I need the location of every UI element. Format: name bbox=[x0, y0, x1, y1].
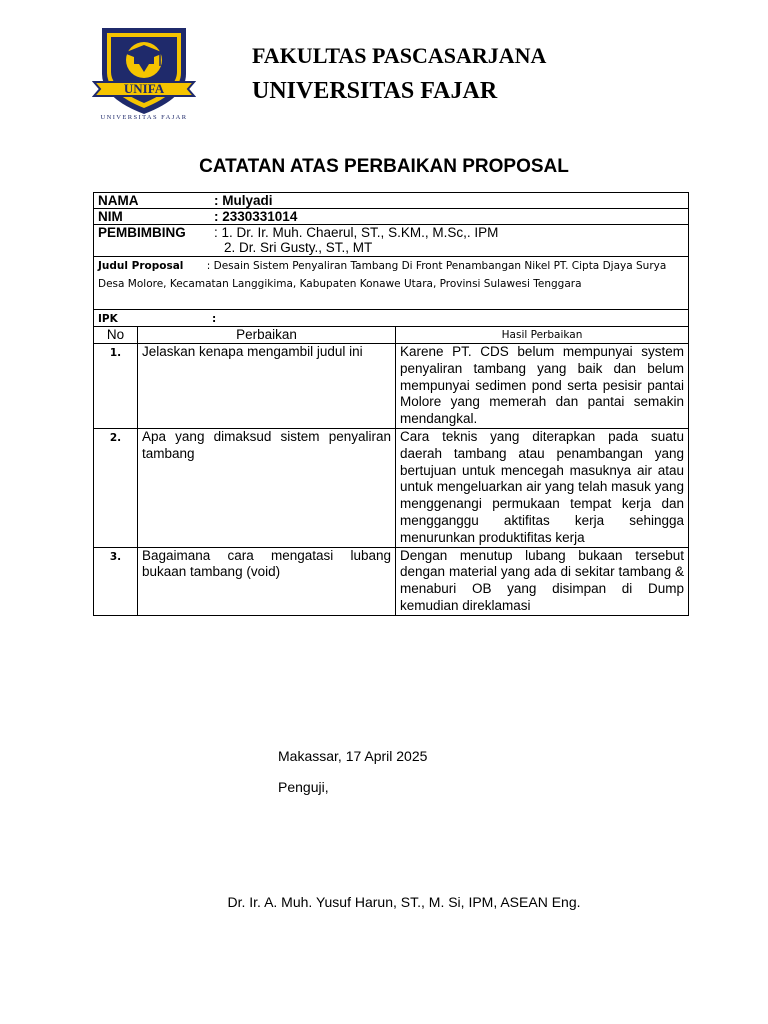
judul-label: Judul Proposal bbox=[98, 260, 184, 272]
row-hasil: Karene PT. CDS belum mempunyai system penyaliran tambang yang baik dan belum mempunyai sedimen pond serta pesisir pantai Molore yang memerah dan pantai semakin mendangkal. bbox=[396, 344, 689, 429]
university-name: UNIVERSITAS FAJAR bbox=[252, 78, 498, 104]
nim-label: NIM bbox=[98, 209, 123, 224]
header-no: No bbox=[94, 327, 138, 344]
nama-label: NAMA bbox=[98, 193, 139, 208]
table-header-row bbox=[94, 327, 689, 344]
row-number: 3. bbox=[94, 547, 138, 615]
row-perbaikan: Apa yang dimaksud sistem penyaliran tambang bbox=[138, 428, 396, 547]
judul-value: : Desain Sistem Penyaliran Tambang Di Front Penambangan Nikel PT. Cipta Djaya Surya Desa Molore, Kecamatan Langgikima, Kabupaten Konawe Utara, Provinsi Sulawesi Tenggara bbox=[98, 260, 667, 290]
pembimbing-1: : 1. Dr. Ir. Muh. Chaerul, ST., S.KM., M.Sc,. IPM bbox=[214, 225, 499, 240]
table-row bbox=[94, 428, 689, 547]
faculty-name: FAKULTAS PASCASARJANA bbox=[252, 43, 547, 68]
pembimbing-label: PEMBIMBING bbox=[98, 225, 186, 240]
place-date: Makassar, 17 April 2025 bbox=[278, 748, 428, 764]
table-row bbox=[94, 344, 689, 429]
ipk-value: : bbox=[212, 313, 217, 325]
logo-text: UNIFA bbox=[123, 81, 165, 96]
ipk-row bbox=[94, 310, 689, 327]
pembimbing-row bbox=[94, 225, 689, 257]
proposal-revision-table bbox=[93, 192, 689, 616]
document-title: CATATAN ATAS PERBAIKAN PROPOSAL bbox=[199, 156, 569, 177]
nama-value: : Mulyadi bbox=[214, 193, 273, 208]
logo-caption: UNIVERSITAS FAJAR bbox=[100, 114, 188, 121]
judul-row bbox=[94, 257, 689, 310]
examiner-role: Penguji, bbox=[278, 779, 329, 795]
nim-row bbox=[94, 209, 689, 225]
header-perbaikan: Perbaikan bbox=[138, 327, 396, 344]
examiner-name: Dr. Ir. A. Muh. Yusuf Harun, ST., M. Si, IPM, ASEAN Eng. bbox=[227, 894, 581, 910]
row-perbaikan: Bagaimana cara mengatasi lubang bukaan tambang (void) bbox=[138, 547, 396, 615]
table-row bbox=[94, 547, 689, 615]
university-logo bbox=[92, 26, 196, 126]
row-number: 2. bbox=[94, 428, 138, 547]
pembimbing-2: 2. Dr. Sri Gusty., ST., MT bbox=[224, 240, 373, 255]
nim-value: : 2330331014 bbox=[214, 209, 298, 224]
row-perbaikan: Jelaskan kenapa mengambil judul ini bbox=[138, 344, 396, 429]
nama-row bbox=[94, 193, 689, 209]
row-number: 1. bbox=[94, 344, 138, 429]
row-hasil: Cara teknis yang diterapkan pada suatu daerah tambang atau penambangan yang bertujuan untuk mencegah masuknya air atau untuk mengeluarkan air yang telah masuk yang menggenangi permukaan tempat kerja dan mengganggu aktifitas kerja sehingga menurunkan produktifitas kerja bbox=[396, 428, 689, 547]
row-hasil: Dengan menutup lubang bukaan tersebut dengan material yang ada di sekitar tambang & menaburi OB yang disimpan di Dump kemudian direklamasi bbox=[396, 547, 689, 615]
header-hasil: Hasil Perbaikan bbox=[396, 327, 689, 344]
ipk-label: IPK bbox=[98, 313, 118, 325]
